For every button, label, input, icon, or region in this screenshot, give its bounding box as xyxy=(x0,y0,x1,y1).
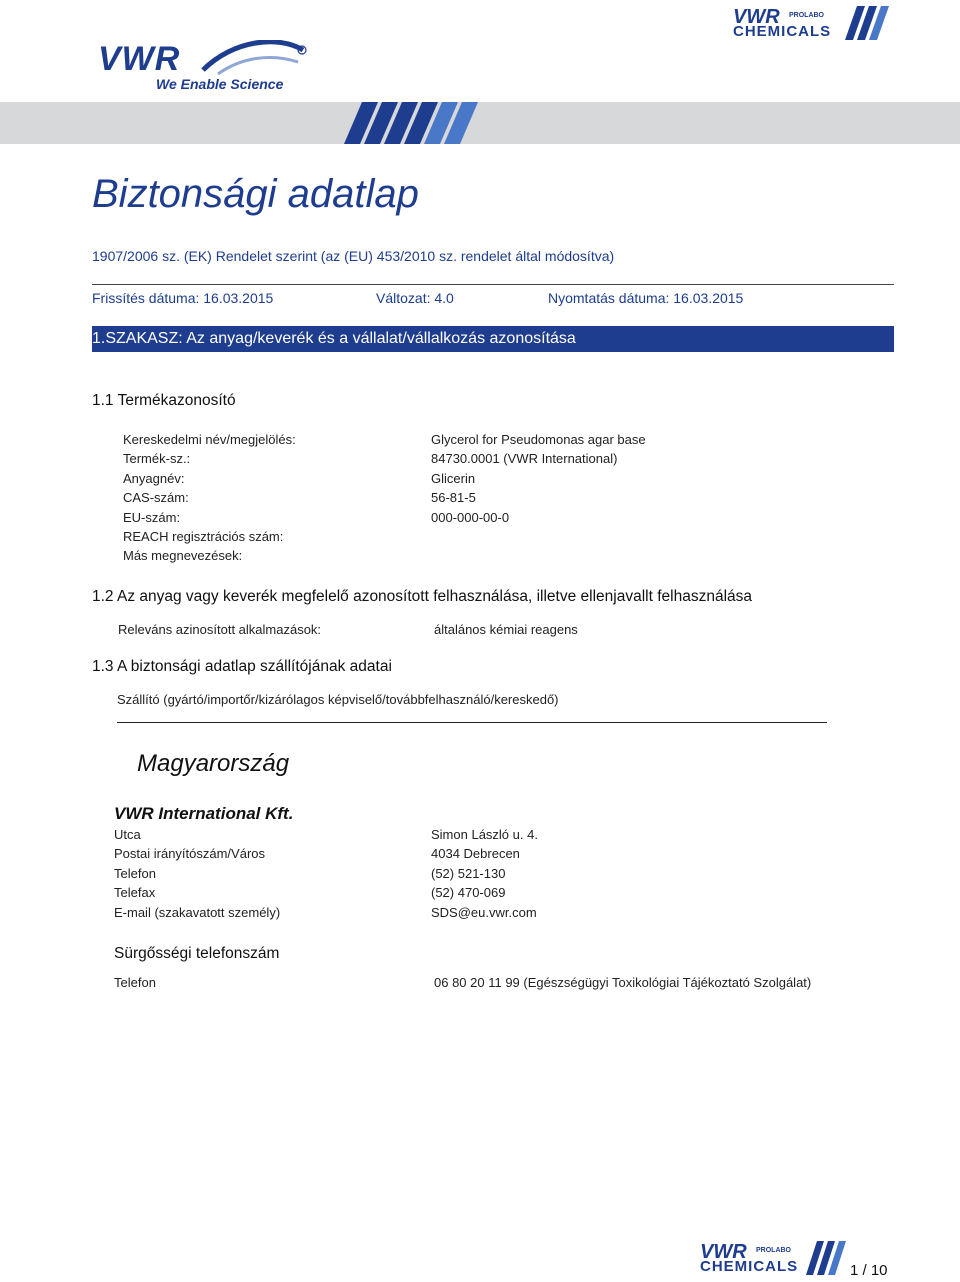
value-fax: (52) 470-069 xyxy=(431,885,506,900)
vwr-wordmark: VWR xyxy=(98,40,181,78)
label-street: Utca xyxy=(114,827,141,842)
label-emergency-phone: Telefon xyxy=(114,975,156,990)
supplier-note: Szállító (gyártó/importőr/kizárólagos képviselő/továbbfelhasználó/kereskedő) xyxy=(117,692,559,707)
vwr-logo xyxy=(98,40,328,96)
document-title: Biztonsági adatlap xyxy=(92,172,419,216)
label-other-names: Más megnevezések: xyxy=(123,548,243,563)
revision-date: Frissítés dátuma: 16.03.2015 xyxy=(92,290,274,306)
heading-1-3: 1.3 A biztonsági adatlap szállítójának adatai xyxy=(92,658,392,675)
value-email[interactable]: SDS@eu.vwr.com xyxy=(431,905,537,920)
regulation-text: 1907/2006 sz. (EK) Rendelet szerint (az (EU) 453/2010 sz. rendelet által módosítva) xyxy=(92,248,615,264)
label-phone: Telefon xyxy=(114,866,156,881)
label-substance: Anyagnév: xyxy=(123,471,185,486)
value-cas: 56-81-5 xyxy=(431,490,476,505)
heading-emergency: Sürgősségi telefonszám xyxy=(114,945,280,962)
version: Változat: 4.0 xyxy=(376,290,454,306)
heading-1-2: 1.2 Az anyag vagy keverék megfelelő azonosított felhasználása, illetve ellenjavallt felhasználása xyxy=(92,588,753,605)
value-postcode-city: 4034 Debrecen xyxy=(431,846,520,861)
label-product-no: Termék-sz.: xyxy=(123,451,191,466)
meta-divider xyxy=(92,284,894,285)
header-chevron-graphic xyxy=(0,102,960,144)
footer-chem-chemicals-text: CHEMICALS xyxy=(700,1258,799,1275)
label-email: E-mail (szakavatott személy) xyxy=(114,905,281,920)
value-emergency-phone: 06 80 20 11 99 (Egészségügyi Toxikológiai Tájékoztató Szolgálat) xyxy=(434,975,812,990)
value-eu: 000-000-00-0 xyxy=(431,510,510,525)
chem-prolabo-text: PROLABO xyxy=(789,12,824,19)
section-title: 1.SZAKASZ: Az anyag/keverék és a vállalat/vállalkozás azonosítása xyxy=(92,330,576,347)
supplier-divider xyxy=(117,722,827,723)
value-substance: Glicerin xyxy=(431,471,476,486)
heading-1-1: 1.1 Termékazonosító xyxy=(92,392,236,409)
value-phone: (52) 521-130 xyxy=(431,866,506,881)
chevron-mark-icon xyxy=(843,6,891,40)
footer-chem-vwr-text: VWR xyxy=(700,1241,747,1263)
value-relevant-uses: általános kémiai reagens xyxy=(434,622,578,637)
label-relevant-uses: Releváns azinosított alkalmazások: xyxy=(118,622,322,637)
value-street: Simon László u. 4. xyxy=(431,827,538,842)
label-postcode-city: Postai irányítószám/Város xyxy=(114,846,266,861)
page-number: 1 / 10 xyxy=(850,1262,888,1279)
label-eu: EU-szám: xyxy=(123,510,181,525)
country-name: Magyarország xyxy=(137,750,290,777)
label-cas: CAS-szám: xyxy=(123,490,189,505)
label-reach: REACH regisztrációs szám: xyxy=(123,529,284,544)
header-band xyxy=(0,102,960,144)
chem-chemicals-text: CHEMICALS xyxy=(733,23,832,40)
label-fax: Telefax xyxy=(114,885,156,900)
label-trade-name: Kereskedelmi név/megjelölés: xyxy=(123,432,296,447)
chem-vwr-text: VWR xyxy=(733,6,780,28)
swoosh-icon xyxy=(198,40,308,80)
footer-chem-prolabo-text: PROLABO xyxy=(756,1247,791,1254)
print-date: Nyomtatás dátuma: 16.03.2015 xyxy=(548,290,744,306)
vwr-chemicals-logo xyxy=(733,6,893,40)
footer-vwr-chemicals-logo xyxy=(700,1241,850,1275)
value-trade-name: Glycerol for Pseudomonas agar base xyxy=(431,432,646,447)
value-product-no: 84730.0001 (VWR International) xyxy=(431,451,618,466)
footer-chevron-mark-icon xyxy=(804,1241,848,1275)
vwr-tagline: We Enable Science xyxy=(156,76,284,92)
company-name: VWR International Kft. xyxy=(114,804,294,823)
